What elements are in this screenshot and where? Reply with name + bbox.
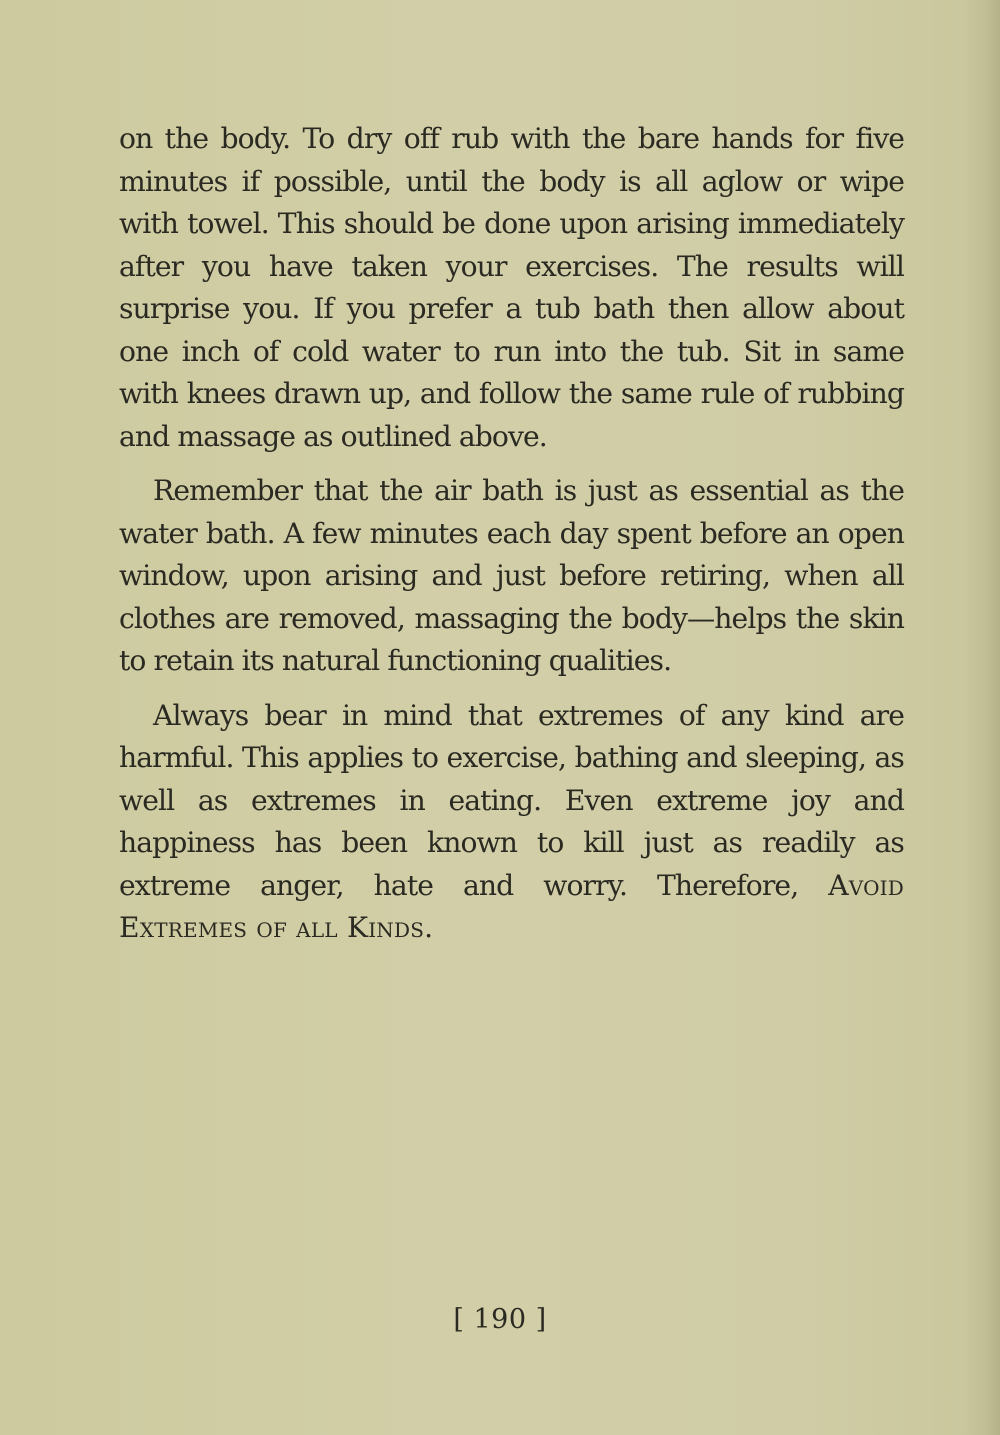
paragraph-3-tail: .: [424, 911, 433, 944]
page-number: [ 190 ]: [453, 1304, 547, 1335]
page-edge-shadow: [962, 0, 1000, 1435]
paragraph-2: Remember that the air bath is just as essential as the water bath. A few minutes each day spent before an open window, upon arising and just before retiring, when all clothes are removed, massaging the body—helps the skin to retain its natural functioning qualities.: [119, 474, 904, 677]
paragraph-3-text: Always bear in mind that extremes of any kind are harmful. This applies to exercise, bathing and sleeping, as well as extremes in eating. Even extreme joy and happiness has been known to kill just as readily as extreme anger, hate and worry. Therefore,: [119, 698, 904, 902]
body-text: [119, 118, 904, 950]
paragraph-1: on the body. To dry off rub with the bare hands for five minutes if possible, until the body is all aglow or wipe with towel. This should be done upon arising immediately after you have taken your exercises. The results will surprise you. If you prefer a tub bath then allow about one inch of cold water to run into the tub. Sit in same with knees drawn up, and follow the same rule of rubbing and massage as outlined above.: [119, 122, 904, 453]
paragraph-3: [119, 695, 904, 950]
emphasis-small-caps: Avoid Extremes of all Kinds: [119, 868, 904, 944]
